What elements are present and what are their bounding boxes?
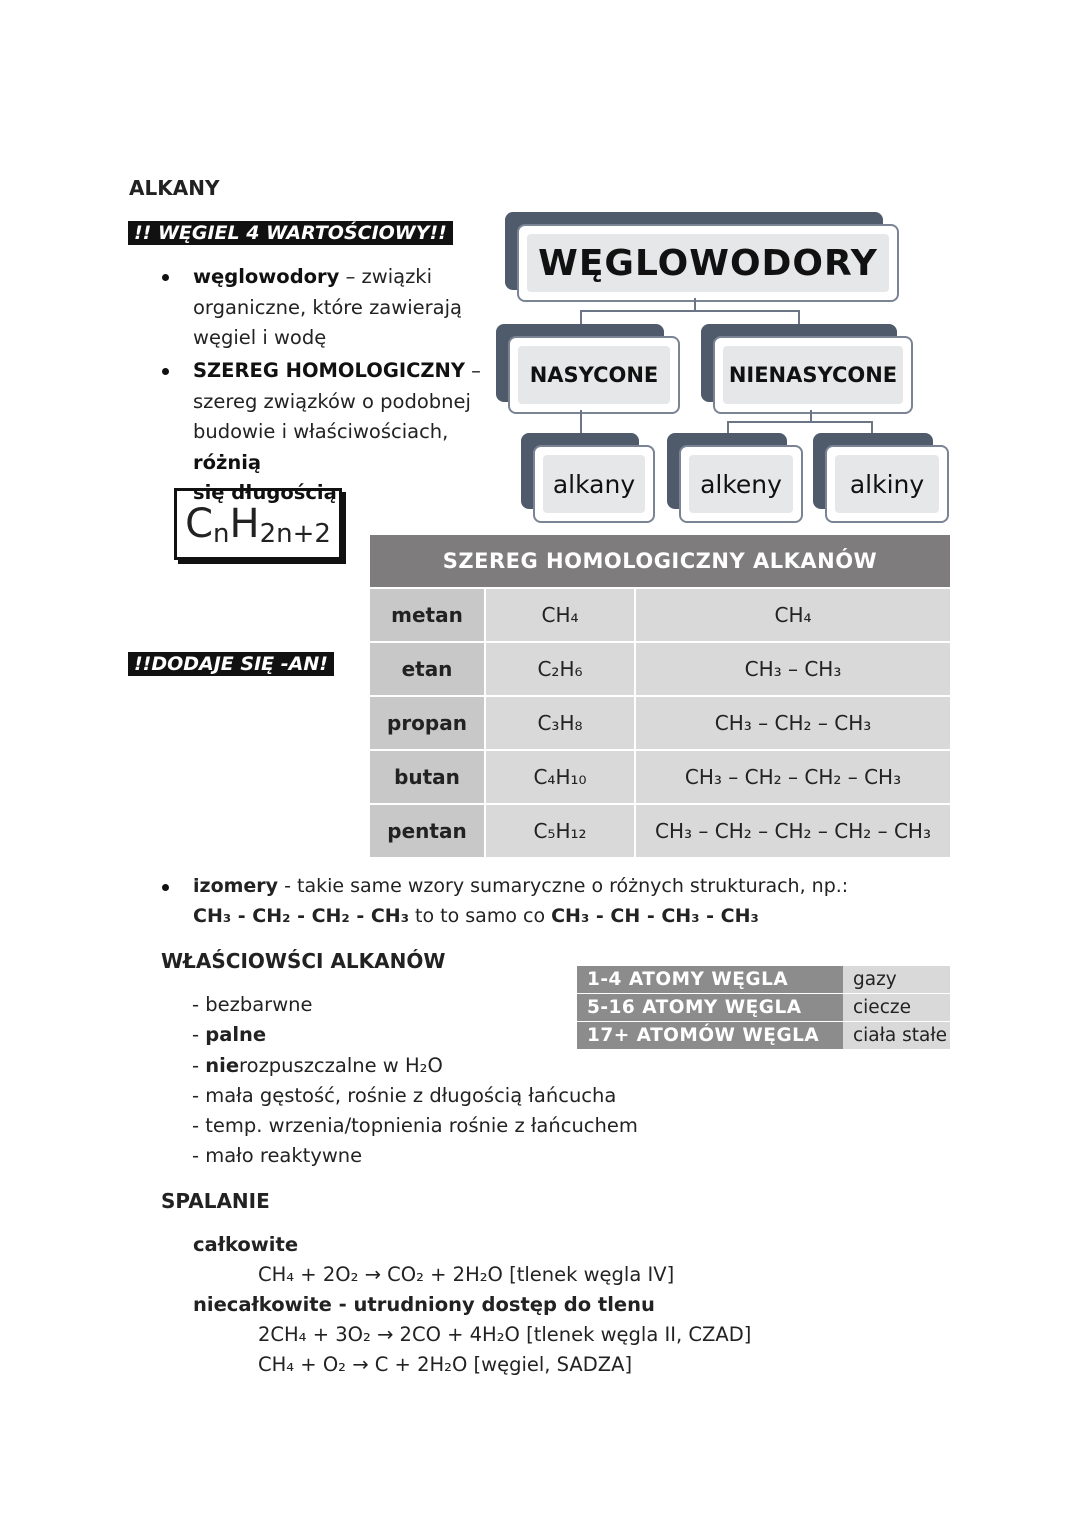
table-header: SZEREG HOMOLOGICZNY ALKANÓW	[370, 535, 950, 587]
properties-list	[192, 990, 638, 1172]
table-row	[577, 966, 950, 993]
properties-heading: WŁAŚCIOWŚCI ALKANÓW	[161, 949, 446, 973]
term-isomers: izomery	[193, 875, 279, 897]
node-label: alkiny	[849, 469, 925, 499]
connector	[580, 410, 582, 434]
valence-banner: !! WĘGIEL 4 WARTOŚCIOWY!!	[128, 221, 453, 245]
carbon-state-table	[577, 966, 950, 1050]
cell-structure: CH₃ – CH₂ – CH₂ – CH₃	[636, 751, 950, 803]
incomplete-equation-1: 2CH₄ + 3O₂ → 2CO + 4H₂O [tlenek węgla II, CZAD]	[258, 1323, 752, 1346]
table-row	[370, 589, 950, 641]
formula-sub: 2n+2	[259, 519, 331, 549]
property-item: - temp. wrzenia/topnienia rośnie z łańcuchem	[192, 1114, 638, 1138]
cell-structure: CH₃ – CH₃	[636, 643, 950, 695]
cell-name: etan	[370, 643, 484, 695]
cell-name: metan	[370, 589, 484, 641]
cell-structure: CH₃ – CH₂ – CH₃	[636, 697, 950, 749]
property-item: - mała gęstość, rośnie z długością łańcucha	[192, 1083, 617, 1107]
node-label: alkeny	[700, 469, 782, 499]
cell-formula: C₃H₈	[486, 697, 634, 749]
connector	[727, 421, 873, 423]
bullet-text: węgiel i wodę	[193, 326, 327, 349]
bullet-text: organiczne, które zawierają	[193, 295, 462, 319]
property-item: - palne	[192, 1023, 267, 1047]
formula-h: H	[229, 501, 260, 547]
cell-range: 5-16 ATOMY WĘGLA	[577, 994, 843, 1021]
isomer-formula-a: CH₃ - CH₂ - CH₂ - CH₃	[193, 905, 410, 927]
bullet-text: –	[464, 359, 481, 382]
node-label: alkany	[552, 469, 636, 499]
bullet-text: szereg związków o podobnej	[193, 389, 471, 413]
property-item: - mało reaktywne	[192, 1144, 363, 1168]
cell-formula: C₄H₁₀	[486, 751, 634, 803]
cell-formula: C₂H₆	[486, 643, 634, 695]
node-alkanes	[533, 445, 655, 523]
table-row	[370, 805, 950, 857]
node-hydrocarbons	[517, 224, 899, 302]
combustion-heading: SPALANIE	[161, 1189, 270, 1213]
cell-state: gazy	[843, 966, 950, 993]
table-row	[577, 994, 950, 1021]
cell-structure: CH₄	[636, 589, 950, 641]
node-saturated	[508, 336, 680, 414]
cell-name: propan	[370, 697, 484, 749]
node-alkynes	[825, 445, 949, 523]
cell-range: 17+ ATOMÓW WĘGLA	[577, 1022, 843, 1049]
bullet-bold: się długością	[193, 481, 337, 504]
table-row	[577, 1022, 950, 1049]
isomer-formula-b: CH₃ - CH - CH₃ - CH₃	[551, 905, 759, 927]
connector	[580, 310, 800, 312]
bullet-dot	[162, 368, 169, 375]
page-title: ALKANY	[129, 176, 220, 200]
homologous-series-table	[370, 535, 950, 857]
node-label: NIENASYCONE	[728, 363, 898, 387]
suffix-banner: !!DODAJE SIĘ -AN!	[128, 652, 334, 676]
table-row	[370, 751, 950, 803]
isomer-text: - takie same wzory sumaryczne o różnych strukturach, np.:	[278, 875, 849, 897]
isomer-text: to to samo co	[409, 905, 552, 927]
bullet-text: – związki	[339, 265, 433, 288]
bullet-dot	[162, 274, 169, 281]
complete-equation: CH₄ + 2O₂ → CO₂ + 2H₂O [tlenek węgla IV]	[258, 1263, 675, 1286]
property-item: - nierozpuszczalne w H₂O	[192, 1053, 443, 1077]
bullet-text: budowie i właściwościach,	[193, 420, 449, 443]
formula-c: C	[185, 501, 213, 547]
cell-structure: CH₃ – CH₂ – CH₂ – CH₂ – CH₃	[636, 805, 950, 857]
bullet-bold: różnią	[193, 450, 262, 474]
node-alkenes	[679, 445, 803, 523]
incomplete-equation-2: CH₄ + O₂ → C + 2H₂O [węgiel, SADZA]	[258, 1353, 633, 1376]
table-row	[370, 697, 950, 749]
node-label: WĘGLOWODORY	[538, 242, 878, 284]
cell-formula: CH₄	[486, 589, 634, 641]
property-item: - bezbarwne	[192, 993, 313, 1016]
term-homologous: SZEREG HOMOLOGICZNY	[193, 359, 465, 382]
bullet-homologous-series	[193, 356, 503, 509]
bullet-isomers	[193, 871, 993, 931]
incomplete-label: niecałkowite - utrudniony dostęp do tlenu	[193, 1293, 655, 1316]
term-hydrocarbons: węglowodory	[193, 265, 340, 288]
node-unsaturated	[713, 336, 913, 414]
cell-range: 1-4 ATOMY WĘGLA	[577, 966, 843, 993]
complete-label: całkowite	[193, 1233, 299, 1256]
connector	[580, 310, 582, 324]
cell-name: pentan	[370, 805, 484, 857]
bullet-dot	[162, 884, 169, 891]
table-row	[370, 643, 950, 695]
cell-state: ciała stałe	[843, 1022, 950, 1049]
general-formula-box	[174, 488, 342, 560]
node-label: NASYCONE	[529, 363, 659, 387]
bullet-hydrocarbons	[193, 262, 493, 354]
cell-state: ciecze	[843, 994, 950, 1021]
connector	[798, 310, 800, 324]
cell-formula: C₅H₁₂	[486, 805, 634, 857]
formula-n: n	[213, 519, 230, 549]
cell-name: butan	[370, 751, 484, 803]
